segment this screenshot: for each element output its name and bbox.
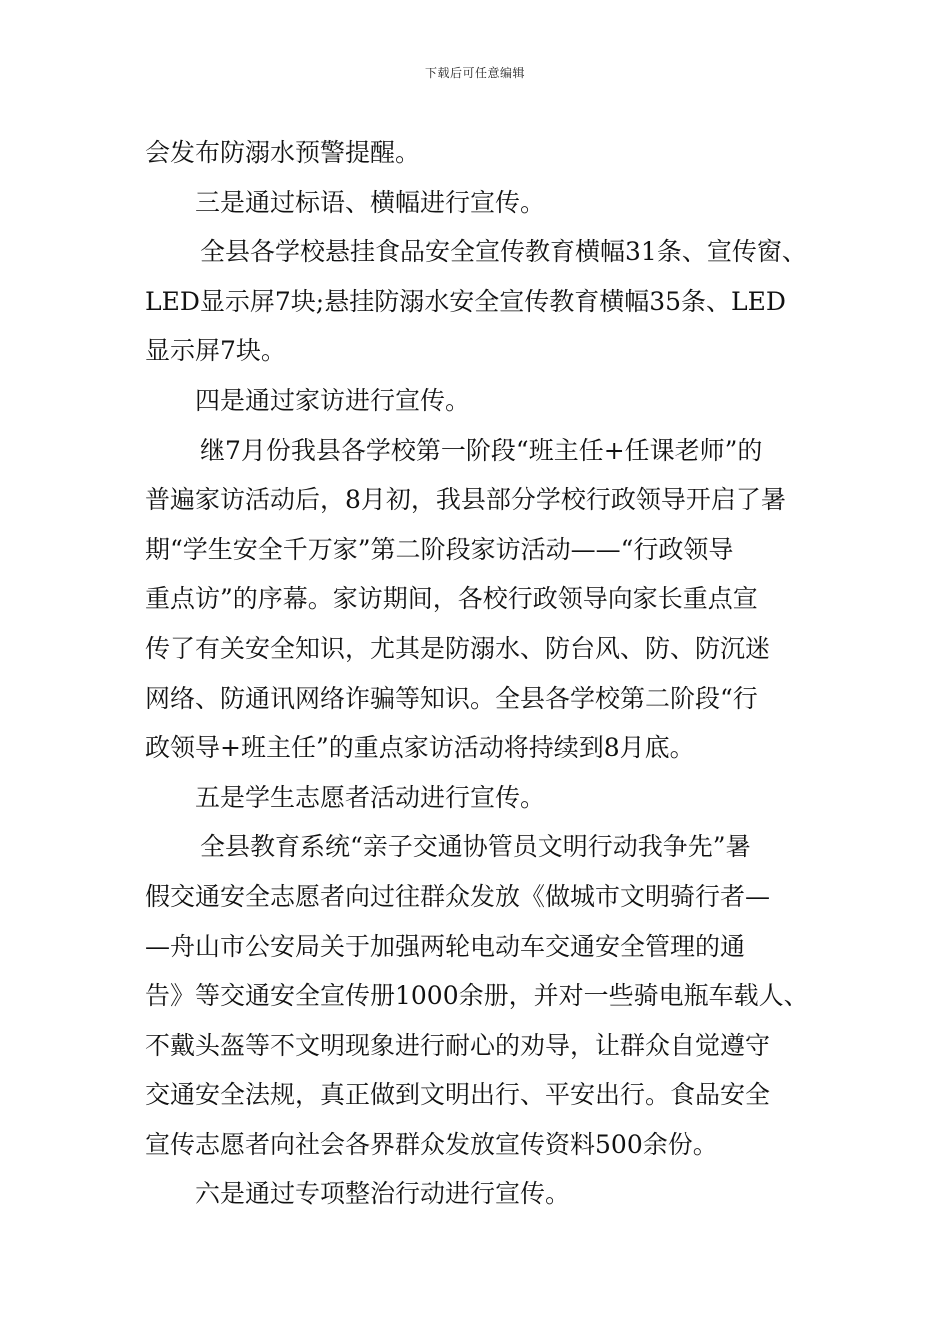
text-line: 告》等交通安全宣传册1000余册，并对一些骑电瓶车载人、 bbox=[145, 981, 809, 1011]
page-header: 下载后可任意编辑 bbox=[424, 66, 525, 80]
text-line: 不戴头盔等不文明现象进行耐心的劝导，让群众自觉遵守 bbox=[145, 1030, 771, 1060]
section-heading: 六是通过专项整治行动进行宣传。 bbox=[195, 1179, 571, 1209]
document-body bbox=[145, 128, 825, 1219]
text-line: —舟山市公安局关于加强两轮电动车交通安全管理的通 bbox=[145, 931, 746, 961]
text-line: 普遍家访活动后，8月初，我县部分学校行政领导开启了暑 bbox=[145, 485, 786, 515]
text-line: 传了有关安全知识，尤其是防溺水、防台风、防、防沉迷 bbox=[145, 633, 771, 663]
text-line: 全县各学校悬挂食品安全宣传教育横幅31条、宣传窗、 bbox=[200, 237, 807, 267]
text-line: 全县教育系统“亲子交通协管员文明行动我争先”暑 bbox=[200, 832, 751, 862]
text-line: 政领导+班主任”的重点家访活动将持续到8月底。 bbox=[145, 733, 695, 763]
text-line: 重点访”的序幕。家访期间，各校行政领导向家长重点宣 bbox=[145, 584, 758, 614]
text-line: 宣传志愿者向社会各界群众发放宣传资料500余份。 bbox=[145, 1129, 718, 1159]
text-line: 继7月份我县各学校第一阶段“班主任+任课老师”的 bbox=[200, 435, 763, 465]
text-line: 会发布防溺水预警提醒。 bbox=[145, 138, 421, 167]
section-heading: 五是学生志愿者活动进行宣传。 bbox=[195, 782, 546, 812]
text-line: 显示屏7块。 bbox=[145, 336, 286, 366]
section-heading: 四是通过家访进行宣传。 bbox=[195, 385, 471, 415]
section-heading: 三是通过标语、横幅进行宣传。 bbox=[195, 187, 546, 217]
text-line: 期“学生安全千万家”第二阶段家访活动——“行政领导 bbox=[145, 534, 734, 564]
text-line: LED显示屏7块;悬挂防溺水安全宣传教育横幅35条、LED bbox=[145, 286, 786, 316]
text-line: 交通安全法规，真正做到文明出行、平安出行。食品安全 bbox=[145, 1080, 771, 1110]
text-line: 网络、防通讯网络诈骗等知识。全县各学校第二阶段“行 bbox=[145, 683, 758, 713]
text-line: 假交通安全志愿者向过往群众发放《做城市文明骑行者— bbox=[145, 881, 771, 911]
